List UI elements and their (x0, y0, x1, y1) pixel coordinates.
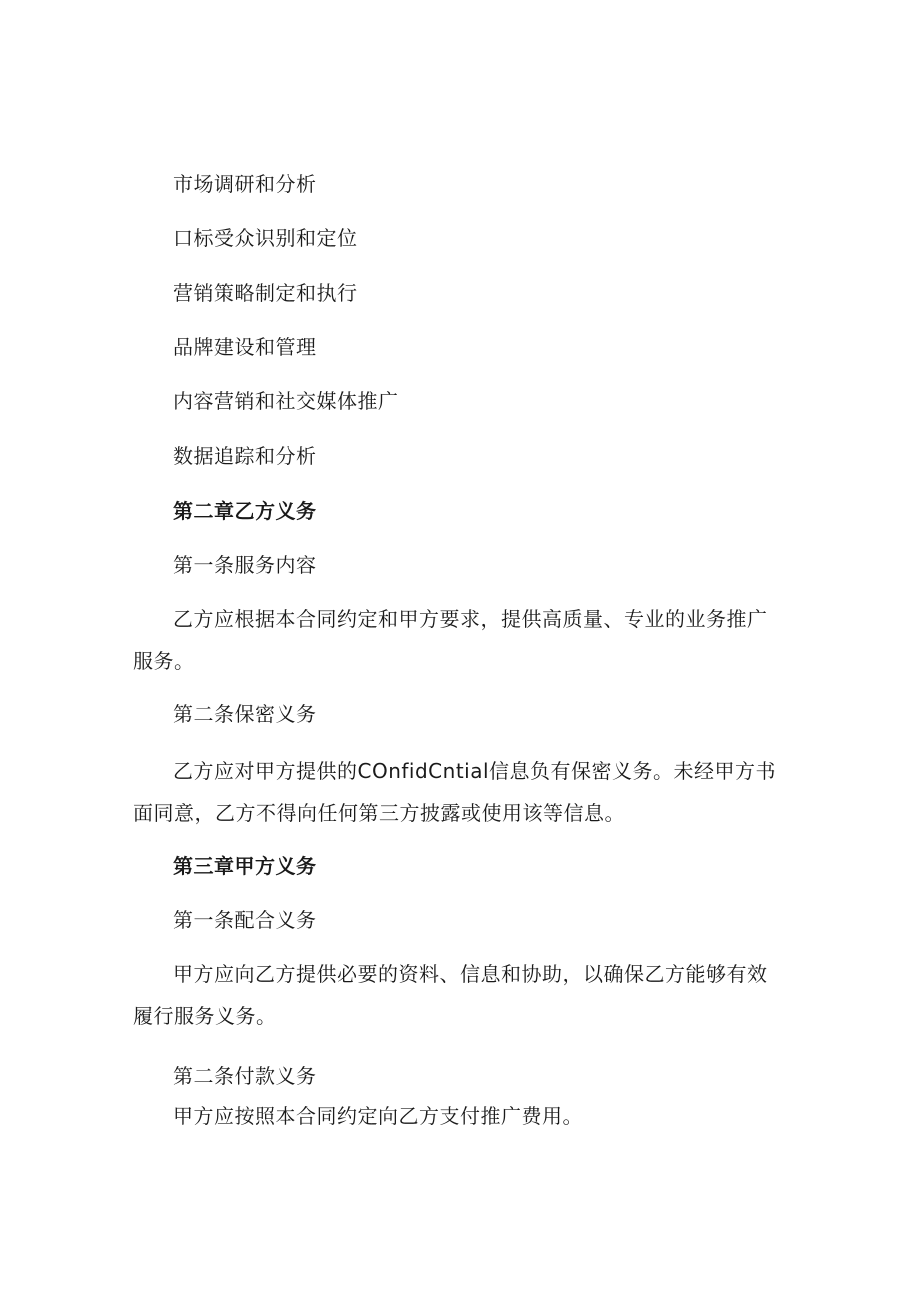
article-body: 乙方应根据本合同约定和甲方要求，提供高质量、专业的业务推广服务。 (133, 607, 768, 673)
article-title: 第一条配合义务 (173, 908, 317, 932)
article-body: 甲方应按照本合同约定向乙方支付推广费用。 (173, 1104, 583, 1128)
article-body: 甲方应向乙方提供必要的资料、信息和协助，以确保乙方能够有效履行服务义务。 (133, 962, 768, 1028)
article-body: 乙方应对甲方提供的COnfidCntial信息负有保密义务。未经甲方书面同意，乙方不得向任何第三方披露或使用该等信息。 (133, 759, 777, 825)
list-item: 内容营销和社交媒体推广 (173, 389, 399, 413)
chapter-heading: 第二章乙方义务 (173, 499, 317, 523)
list-item: 口标受众识别和定位 (173, 226, 358, 250)
list-item: 品牌建设和管理 (173, 335, 317, 359)
list-item: 数据追踪和分析 (173, 444, 317, 468)
list-item: 市场调研和分析 (173, 172, 317, 196)
article-title: 第二条保密义务 (173, 702, 317, 726)
list-item: 营销策略制定和执行 (173, 281, 358, 305)
chapter-heading: 第三章甲方义务 (173, 854, 317, 878)
article-title: 第一条服务内容 (173, 553, 317, 577)
article-title: 第二条付款义务 (173, 1064, 317, 1088)
